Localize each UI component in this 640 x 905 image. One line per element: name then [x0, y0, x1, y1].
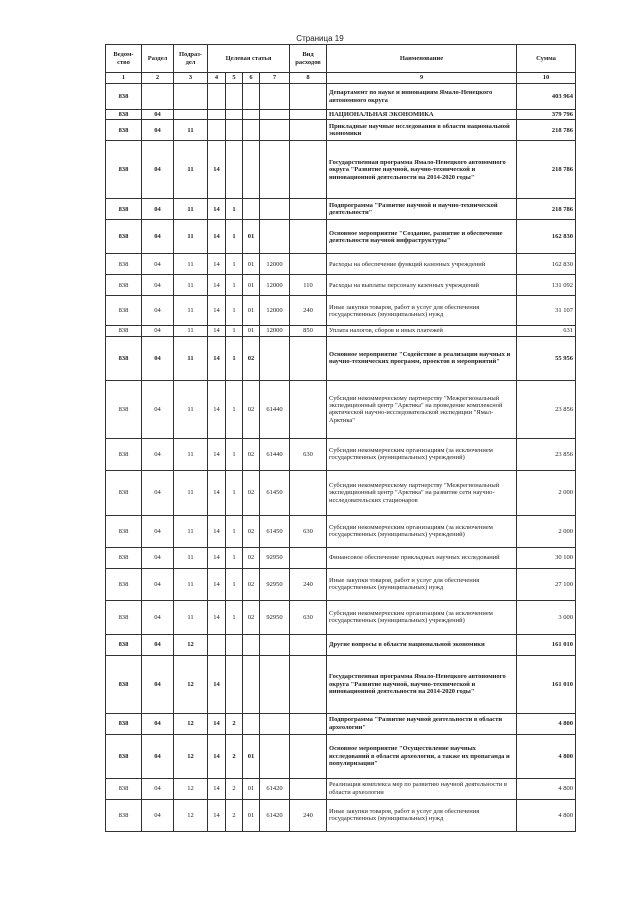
cell-cs-direction: 12000 [260, 254, 290, 275]
cell-vedomstvo: 838 [106, 220, 142, 254]
col-index: 1 [106, 73, 142, 84]
table-row [106, 336, 576, 380]
cell-naimenovanie: Иные закупки товаров, работ и услуг для обеспечения государственных (муниципальных) нужд [327, 799, 517, 831]
cell-cs-event: 01 [243, 326, 260, 336]
cell-razdel: 04 [142, 110, 174, 120]
col-index: 6 [243, 73, 260, 84]
cell-cs-event [243, 713, 260, 734]
cell-cs-event: 02 [243, 547, 260, 568]
cell-naimenovanie: Субсидии некоммерческим организациям (за исключением государственных (муниципальных) учреждений) [327, 438, 517, 470]
cell-cs-event: 02 [243, 515, 260, 547]
cell-cs-program: 14 [208, 275, 226, 296]
cell-summa: 31 107 [517, 296, 576, 326]
cell-vedomstvo: 838 [106, 568, 142, 600]
cell-vid-raskhodov: 850 [290, 326, 327, 336]
cell-cs-program: 14 [208, 655, 226, 713]
cell-podrazdel: 11 [174, 275, 208, 296]
cell-vedomstvo: 838 [106, 713, 142, 734]
budget-rows [106, 84, 576, 832]
cell-cs-direction [260, 336, 290, 380]
cell-summa: 2 000 [517, 515, 576, 547]
cell-summa: 631 [517, 326, 576, 336]
cell-cs-direction: 12000 [260, 326, 290, 336]
cell-vid-raskhodov [290, 120, 327, 141]
cell-cs-direction [260, 120, 290, 141]
cell-razdel: 04 [142, 778, 174, 799]
cell-vedomstvo: 838 [106, 380, 142, 438]
cell-podrazdel [174, 84, 208, 110]
cell-cs-subprogram: 1 [226, 438, 243, 470]
cell-naimenovanie: Расходы на выплаты персоналу казенных учреждений [327, 275, 517, 296]
cell-cs-subprogram: 1 [226, 296, 243, 326]
col-index: 5 [226, 73, 243, 84]
cell-cs-program: 14 [208, 438, 226, 470]
cell-cs-program: 14 [208, 141, 226, 199]
cell-razdel: 04 [142, 220, 174, 254]
cell-cs-direction: 92950 [260, 547, 290, 568]
cell-summa: 162 830 [517, 220, 576, 254]
cell-cs-program: 14 [208, 600, 226, 634]
table-row [106, 799, 576, 831]
cell-vid-raskhodov [290, 110, 327, 120]
cell-cs-event: 01 [243, 220, 260, 254]
cell-vid-raskhodov [290, 547, 327, 568]
cell-vid-raskhodov: 630 [290, 515, 327, 547]
cell-cs-subprogram: 1 [226, 199, 243, 220]
cell-cs-event: 02 [243, 600, 260, 634]
cell-vedomstvo: 838 [106, 634, 142, 655]
cell-cs-subprogram: 1 [226, 547, 243, 568]
table-row [106, 120, 576, 141]
cell-vedomstvo: 838 [106, 655, 142, 713]
cell-vid-raskhodov [290, 220, 327, 254]
cell-cs-program: 14 [208, 326, 226, 336]
cell-naimenovanie: Субсидии некоммерческим организациям (за исключением государственных (муниципальных) учреждений) [327, 600, 517, 634]
cell-cs-subprogram: 1 [226, 326, 243, 336]
col-index: 9 [327, 73, 517, 84]
cell-vid-raskhodov [290, 634, 327, 655]
cell-podrazdel: 11 [174, 141, 208, 199]
cell-cs-program [208, 84, 226, 110]
cell-naimenovanie: Прикладные научные исследования в области национальной экономики [327, 120, 517, 141]
cell-vid-raskhodov: 240 [290, 296, 327, 326]
cell-vedomstvo: 838 [106, 547, 142, 568]
cell-podrazdel: 11 [174, 326, 208, 336]
table-row [106, 634, 576, 655]
table-row [106, 254, 576, 275]
col-index: 3 [174, 73, 208, 84]
cell-cs-direction [260, 655, 290, 713]
cell-cs-direction: 92950 [260, 568, 290, 600]
table-row [106, 84, 576, 110]
cell-podrazdel: 12 [174, 799, 208, 831]
cell-naimenovanie: Государственная программа Ямало-Ненецкого автономного округа "Развитие научной, научно-технической и инновационной деятельности на 2014-2020 годы" [327, 141, 517, 199]
cell-cs-direction [260, 634, 290, 655]
cell-cs-program [208, 120, 226, 141]
cell-cs-subprogram: 1 [226, 380, 243, 438]
cell-cs-direction [260, 199, 290, 220]
cell-naimenovanie: Департамент по науке и инновациям Ямало-Ненецкого автономного округа [327, 84, 517, 110]
cell-vedomstvo: 838 [106, 275, 142, 296]
cell-cs-program: 14 [208, 547, 226, 568]
cell-cs-direction [260, 110, 290, 120]
cell-podrazdel: 11 [174, 296, 208, 326]
cell-cs-event: 02 [243, 336, 260, 380]
cell-vid-raskhodov [290, 380, 327, 438]
cell-razdel: 04 [142, 120, 174, 141]
cell-vedomstvo: 838 [106, 120, 142, 141]
cell-cs-event [243, 199, 260, 220]
cell-cs-event [243, 141, 260, 199]
cell-cs-subprogram [226, 655, 243, 713]
cell-razdel: 04 [142, 470, 174, 515]
cell-cs-event: 01 [243, 296, 260, 326]
cell-cs-direction: 61440 [260, 438, 290, 470]
cell-cs-subprogram: 2 [226, 778, 243, 799]
cell-razdel: 04 [142, 296, 174, 326]
cell-razdel: 04 [142, 326, 174, 336]
cell-razdel: 04 [142, 199, 174, 220]
cell-cs-event: 02 [243, 470, 260, 515]
cell-summa: 2 000 [517, 470, 576, 515]
cell-naimenovanie: НАЦИОНАЛЬНАЯ ЭКОНОМИКА [327, 110, 517, 120]
cell-cs-event: 01 [243, 254, 260, 275]
cell-summa: 3 000 [517, 600, 576, 634]
table-row [106, 568, 576, 600]
cell-vedomstvo: 838 [106, 296, 142, 326]
cell-cs-program: 14 [208, 199, 226, 220]
col-index: 2 [142, 73, 174, 84]
cell-cs-direction [260, 734, 290, 778]
cell-razdel: 04 [142, 438, 174, 470]
cell-cs-subprogram: 2 [226, 799, 243, 831]
cell-podrazdel: 11 [174, 515, 208, 547]
header-vedomstvo: Ведом-ство [106, 45, 142, 73]
cell-podrazdel: 12 [174, 734, 208, 778]
cell-summa: 27 100 [517, 568, 576, 600]
cell-cs-subprogram: 1 [226, 600, 243, 634]
table-row [106, 655, 576, 713]
cell-vid-raskhodov [290, 141, 327, 199]
cell-cs-direction [260, 713, 290, 734]
cell-cs-event: 01 [243, 799, 260, 831]
cell-cs-subprogram: 1 [226, 220, 243, 254]
table-row [106, 438, 576, 470]
table-row [106, 734, 576, 778]
cell-podrazdel: 11 [174, 336, 208, 380]
table-row [106, 199, 576, 220]
cell-cs-event: 01 [243, 275, 260, 296]
cell-summa: 161 010 [517, 634, 576, 655]
cell-cs-program: 14 [208, 470, 226, 515]
cell-vid-raskhodov: 240 [290, 799, 327, 831]
cell-podrazdel: 12 [174, 778, 208, 799]
cell-cs-event [243, 120, 260, 141]
cell-razdel: 04 [142, 141, 174, 199]
cell-cs-program [208, 634, 226, 655]
cell-cs-direction [260, 141, 290, 199]
cell-podrazdel: 12 [174, 634, 208, 655]
cell-vid-raskhodov: 630 [290, 600, 327, 634]
table-row [106, 326, 576, 336]
cell-summa: 23 856 [517, 380, 576, 438]
cell-naimenovanie: Реализация комплекса мер по развитию научной деятельности в области археологии [327, 778, 517, 799]
cell-naimenovanie: Финансовое обеспечение прикладных научных исследований [327, 547, 517, 568]
cell-cs-subprogram: 1 [226, 568, 243, 600]
table-row [106, 220, 576, 254]
cell-vedomstvo: 838 [106, 141, 142, 199]
col-index: 10 [517, 73, 576, 84]
cell-vid-raskhodov [290, 778, 327, 799]
cell-cs-subprogram [226, 634, 243, 655]
table-row [106, 141, 576, 199]
cell-cs-subprogram [226, 110, 243, 120]
cell-cs-direction: 12000 [260, 296, 290, 326]
cell-summa: 4 800 [517, 778, 576, 799]
cell-vedomstvo: 838 [106, 515, 142, 547]
cell-razdel: 04 [142, 336, 174, 380]
cell-podrazdel: 11 [174, 547, 208, 568]
cell-summa: 4 800 [517, 713, 576, 734]
cell-summa: 218 786 [517, 120, 576, 141]
cell-vedomstvo: 838 [106, 84, 142, 110]
cell-cs-subprogram [226, 141, 243, 199]
table-row [106, 275, 576, 296]
cell-cs-event [243, 634, 260, 655]
cell-cs-program: 14 [208, 336, 226, 380]
cell-cs-direction: 61450 [260, 515, 290, 547]
cell-cs-subprogram: 2 [226, 713, 243, 734]
cell-summa: 131 092 [517, 275, 576, 296]
cell-summa: 4 800 [517, 799, 576, 831]
cell-naimenovanie: Субсидии некоммерческому партнерству "Межрегиональный экспедиционный центр "Арктика" на проведение комплексной арктической научно-исследовательской экспедиции "Ямал-Арктика" [327, 380, 517, 438]
cell-podrazdel: 11 [174, 600, 208, 634]
cell-naimenovanie: Субсидии некоммерческому партнерству "Межрегиональный экспедиционный центр "Арктика" на развитие сети научно-исследовательских стационаров [327, 470, 517, 515]
cell-cs-subprogram [226, 120, 243, 141]
cell-cs-subprogram: 1 [226, 470, 243, 515]
cell-cs-direction: 92950 [260, 600, 290, 634]
cell-naimenovanie: Основное мероприятие "Осуществление научных исследований в области археологии, а также их пропаганда и популяризация" [327, 734, 517, 778]
cell-cs-subprogram: 2 [226, 734, 243, 778]
cell-vid-raskhodov: 240 [290, 568, 327, 600]
cell-cs-event: 02 [243, 380, 260, 438]
cell-razdel: 04 [142, 547, 174, 568]
cell-cs-event: 01 [243, 734, 260, 778]
cell-vedomstvo: 838 [106, 470, 142, 515]
cell-razdel: 04 [142, 600, 174, 634]
cell-podrazdel: 11 [174, 120, 208, 141]
cell-cs-program: 14 [208, 734, 226, 778]
header-razdel: Раздел [142, 45, 174, 73]
cell-cs-direction [260, 84, 290, 110]
table-row [106, 110, 576, 120]
cell-podrazdel: 11 [174, 470, 208, 515]
cell-cs-program: 14 [208, 254, 226, 275]
cell-razdel: 04 [142, 254, 174, 275]
cell-cs-direction: 61420 [260, 799, 290, 831]
cell-naimenovanie: Иные закупки товаров, работ и услуг для обеспечения государственных (муниципальных) нужд [327, 568, 517, 600]
cell-naimenovanie: Подпрограмма "Развитие научной деятельности в области археологии" [327, 713, 517, 734]
cell-cs-program: 14 [208, 713, 226, 734]
cell-summa: 218 786 [517, 141, 576, 199]
cell-vedomstvo: 838 [106, 110, 142, 120]
cell-summa: 379 796 [517, 110, 576, 120]
cell-cs-subprogram [226, 84, 243, 110]
table-row [106, 296, 576, 326]
header-vid-raskhodov: Вид расходов [290, 45, 327, 73]
cell-naimenovanie: Иные закупки товаров, работ и услуг для обеспечения государственных (муниципальных) нужд [327, 296, 517, 326]
cell-cs-event [243, 655, 260, 713]
cell-naimenovanie: Государственная программа Ямало-Ненецкого автономного округа "Развитие научной, научно-технической и инновационной деятельности на 2014-2020 годы" [327, 655, 517, 713]
column-index-row [106, 73, 576, 84]
col-index: 4 [208, 73, 226, 84]
cell-vedomstvo: 838 [106, 438, 142, 470]
table-row [106, 600, 576, 634]
cell-podrazdel: 11 [174, 220, 208, 254]
cell-podrazdel: 12 [174, 713, 208, 734]
cell-podrazdel: 11 [174, 568, 208, 600]
cell-summa: 55 956 [517, 336, 576, 380]
cell-cs-program [208, 110, 226, 120]
table-row [106, 547, 576, 568]
page-number: Страница 19 [296, 34, 344, 43]
cell-vid-raskhodov [290, 84, 327, 110]
cell-podrazdel: 11 [174, 199, 208, 220]
cell-naimenovanie: Расходы на обеспечение функций казенных учреждений [327, 254, 517, 275]
cell-razdel: 04 [142, 380, 174, 438]
cell-razdel: 04 [142, 634, 174, 655]
cell-naimenovanie: Основное мероприятие "Содействие в реализации научных и научно-технических программ, проектов и мероприятий" [327, 336, 517, 380]
cell-podrazdel: 11 [174, 254, 208, 275]
cell-razdel [142, 84, 174, 110]
cell-cs-subprogram: 1 [226, 254, 243, 275]
table-row [106, 778, 576, 799]
cell-razdel: 04 [142, 568, 174, 600]
col-index: 8 [290, 73, 327, 84]
cell-naimenovanie: Другие вопросы в области национальной экономики [327, 634, 517, 655]
cell-summa: 218 786 [517, 199, 576, 220]
cell-cs-direction: 61420 [260, 778, 290, 799]
cell-cs-direction: 12000 [260, 275, 290, 296]
cell-cs-program: 14 [208, 220, 226, 254]
cell-vedomstvo: 838 [106, 778, 142, 799]
cell-cs-subprogram: 1 [226, 515, 243, 547]
cell-razdel: 04 [142, 799, 174, 831]
header-celevaya-statya: Целевая статья [208, 45, 290, 73]
cell-vedomstvo: 838 [106, 734, 142, 778]
cell-vedomstvo: 838 [106, 600, 142, 634]
cell-podrazdel: 12 [174, 655, 208, 713]
cell-summa: 162 830 [517, 254, 576, 275]
cell-cs-program: 14 [208, 296, 226, 326]
cell-razdel: 04 [142, 734, 174, 778]
cell-summa: 403 964 [517, 84, 576, 110]
cell-razdel: 04 [142, 515, 174, 547]
cell-vid-raskhodov: 110 [290, 275, 327, 296]
header-podrazdel: Подраз-дел [174, 45, 208, 73]
cell-vedomstvo: 838 [106, 336, 142, 380]
cell-cs-subprogram: 1 [226, 336, 243, 380]
cell-naimenovanie: Подпрограмма "Развитие научной и научно-технической деятельности" [327, 199, 517, 220]
cell-cs-direction: 61450 [260, 470, 290, 515]
cell-cs-program: 14 [208, 380, 226, 438]
cell-razdel: 04 [142, 713, 174, 734]
cell-vedomstvo: 838 [106, 326, 142, 336]
col-index: 7 [260, 73, 290, 84]
cell-cs-event [243, 110, 260, 120]
cell-cs-event: 02 [243, 438, 260, 470]
cell-vid-raskhodov [290, 713, 327, 734]
cell-vid-raskhodov [290, 655, 327, 713]
cell-razdel: 04 [142, 275, 174, 296]
header-summa: Сумма [517, 45, 576, 73]
header-naimenovanie: Наименование [327, 45, 517, 73]
budget-table [105, 44, 576, 832]
cell-vedomstvo: 838 [106, 799, 142, 831]
cell-vid-raskhodov: 630 [290, 438, 327, 470]
cell-vid-raskhodov [290, 199, 327, 220]
cell-vid-raskhodov [290, 254, 327, 275]
cell-vid-raskhodov [290, 734, 327, 778]
cell-summa: 161 010 [517, 655, 576, 713]
cell-naimenovanie: Субсидии некоммерческим организациям (за исключением государственных (муниципальных) учреждений) [327, 515, 517, 547]
cell-cs-program: 14 [208, 515, 226, 547]
cell-vedomstvo: 838 [106, 199, 142, 220]
cell-summa: 30 100 [517, 547, 576, 568]
cell-razdel: 04 [142, 655, 174, 713]
cell-naimenovanie: Уплата налогов, сборов и иных платежей [327, 326, 517, 336]
cell-cs-program: 14 [208, 778, 226, 799]
cell-cs-direction [260, 220, 290, 254]
cell-cs-event: 02 [243, 568, 260, 600]
table-row [106, 380, 576, 438]
cell-podrazdel: 11 [174, 438, 208, 470]
cell-cs-event [243, 84, 260, 110]
cell-cs-event: 01 [243, 778, 260, 799]
cell-vid-raskhodov [290, 336, 327, 380]
table-row [106, 515, 576, 547]
cell-cs-direction: 61440 [260, 380, 290, 438]
cell-summa: 4 800 [517, 734, 576, 778]
cell-cs-program: 14 [208, 568, 226, 600]
cell-podrazdel: 11 [174, 380, 208, 438]
cell-summa: 23 856 [517, 438, 576, 470]
cell-naimenovanie: Основное мероприятие "Создание, развитие и обеспечение деятельности научной инфраструктуры" [327, 220, 517, 254]
cell-podrazdel [174, 110, 208, 120]
cell-cs-subprogram: 1 [226, 275, 243, 296]
table-row [106, 470, 576, 515]
table-row [106, 713, 576, 734]
cell-cs-program: 14 [208, 799, 226, 831]
cell-vedomstvo: 838 [106, 254, 142, 275]
cell-vid-raskhodov [290, 470, 327, 515]
